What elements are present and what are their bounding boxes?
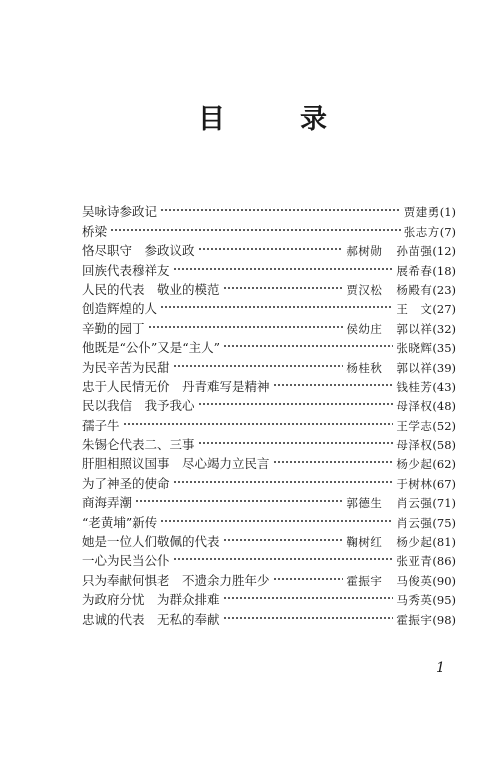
toc-entry-title: 民以我信 我予我心 [82,398,195,414]
dot-leader [223,527,344,546]
toc-entry-author: 张晓辉 [396,341,433,356]
toc-entry-title: 忠于人民情无价 丹青难写是精神 [82,378,270,394]
toc-entry-title: 他既是“公仆”又是“主人” [82,340,221,356]
page-number: 1 [436,660,445,676]
dot-leader [273,449,394,468]
toc-entry-page: (48) [432,399,456,414]
toc-entry-page: (71) [432,496,456,511]
toc-entry-title: 桥梁 [82,223,108,239]
dot-leader [223,275,344,294]
toc-entry-title: 朱锡仑代表二、三事 [82,437,195,453]
toc-entry-author: 孙苗强 [396,244,433,259]
toc-entry-page: (18) [432,263,456,278]
toc-entry-title: 孺子牛 [82,417,120,433]
toc-entry-subject: 霍振宇 [346,573,383,588]
toc-entry-subject: 杨桂秋 [346,360,383,375]
toc-entry-page: (75) [432,515,456,530]
toc-entry-page: (7) [439,224,456,239]
toc-entry-author: 杨殿有 [396,282,433,297]
toc-entry-title: 肝胆相照议国事 尽心竭力立民言 [82,456,270,472]
toc-entry-author: 钱桂芳 [396,379,433,394]
toc-entry-title: 一心为民当公仆 [82,553,170,569]
dot-leader [173,255,394,274]
dot-leader [223,604,394,623]
toc-entry-title: 辛勤的园丁 [82,320,145,336]
toc-entry-author: 肖云强 [396,515,433,530]
toc-entry-page: (12) [432,244,456,259]
toc-entry-author: 郭以祥 [396,321,433,336]
toc-entry-author: 贾建勇 [403,205,440,220]
toc-entry[interactable] [82,197,456,220]
toc-entry-page: (23) [432,282,456,297]
toc-entry-author: 霍振宇 [396,612,433,627]
toc-entry[interactable] [82,216,456,239]
toc-entry-subject: 侯幼庄 [346,321,383,336]
toc-entry-title: 回族代表穆祥友 [82,262,170,278]
toc-entry-page: (67) [432,476,456,491]
toc-entry-author: 杨少起 [396,457,433,472]
toc-entry-author: 马秀英 [396,593,433,608]
toc-entry-author: 展希春 [396,263,433,278]
toc-entry-page: (90) [432,573,456,588]
toc-entry-author: 母泽权 [396,438,433,453]
toc-entry-subject: 郭德生 [346,496,383,511]
toc-entry-author: 肖云强 [396,496,433,511]
toc-entry-author: 母泽权 [396,399,433,414]
toc-entry-page: (52) [432,418,456,433]
dot-leader [148,313,344,332]
dot-leader [198,430,394,449]
toc-entry-page: (98) [432,612,456,627]
toc-entry-title: “老黄埔”新传 [82,514,158,530]
toc-entry-author: 张志方 [403,224,440,239]
toc-entry[interactable] [82,236,456,259]
table-of-contents [82,197,456,627]
dot-leader [123,410,394,429]
dot-leader [173,468,394,487]
toc-entry-page: (32) [432,321,456,336]
toc-entry-title: 她是一位人们敬佩的代表 [82,534,220,550]
dot-leader [160,294,393,313]
dot-leader [110,216,401,235]
toc-entry-title: 为政府分忧 为群众排难 [82,592,220,608]
toc-entry-page: (1) [439,205,456,220]
toc-entry-author: 郭以祥 [396,360,433,375]
toc-entry-page: (95) [432,593,456,608]
toc-entry-page: (27) [432,302,456,317]
toc-entry-author: 王学志 [396,418,433,433]
dot-leader [160,197,401,216]
dot-leader [273,372,394,391]
toc-entry-author: 张亚青 [396,554,433,569]
toc-entry-author: 于树林 [396,476,433,491]
toc-entry-title: 只为奉献何惧老 不遗余力胜年少 [82,572,270,588]
toc-entry-page: (86) [432,554,456,569]
toc-entry-title: 人民的代表 敬业的模范 [82,281,220,297]
toc-entry-page: (43) [432,379,456,394]
title-char-1: 目 [198,104,225,135]
toc-entry-title: 为民辛苦为民甜 [82,359,170,375]
dot-leader [173,352,344,371]
dot-leader [135,488,343,507]
dot-leader [198,391,394,410]
toc-entry-title: 为了神圣的使命 [82,475,170,491]
toc-entry-title: 创造辉煌的人 [82,301,158,317]
toc-entry-page: (39) [432,360,456,375]
toc-entry-title: 商海弄潮 [82,495,133,511]
toc-entry-title: 吴咏诗参政记 [82,204,158,220]
toc-entry-author: 杨少起 [396,535,433,550]
dot-leader [223,585,394,604]
dot-leader [198,236,344,255]
toc-entry-subject: 鞠树红 [346,535,383,550]
dot-leader [223,333,393,352]
toc-entry-page: (35) [432,341,456,356]
toc-entry-author: 王 文 [396,302,433,317]
toc-entry-title: 恪尽职守 参政议政 [82,243,195,259]
toc-entry-page: (58) [432,438,456,453]
dot-leader [160,507,393,526]
toc-entry-author: 马俊英 [396,573,433,588]
page-title [0,100,504,140]
toc-entry-title: 忠诚的代表 无私的奉献 [82,611,220,627]
dot-leader [173,546,394,565]
dot-leader [273,565,344,584]
toc-entry-subject: 郝树勋 [346,244,383,259]
toc-entry-page: (81) [432,535,456,550]
toc-entry-subject: 贾汉松 [346,282,383,297]
title-char-2: 录 [300,104,327,135]
toc-entry-page: (62) [432,457,456,472]
